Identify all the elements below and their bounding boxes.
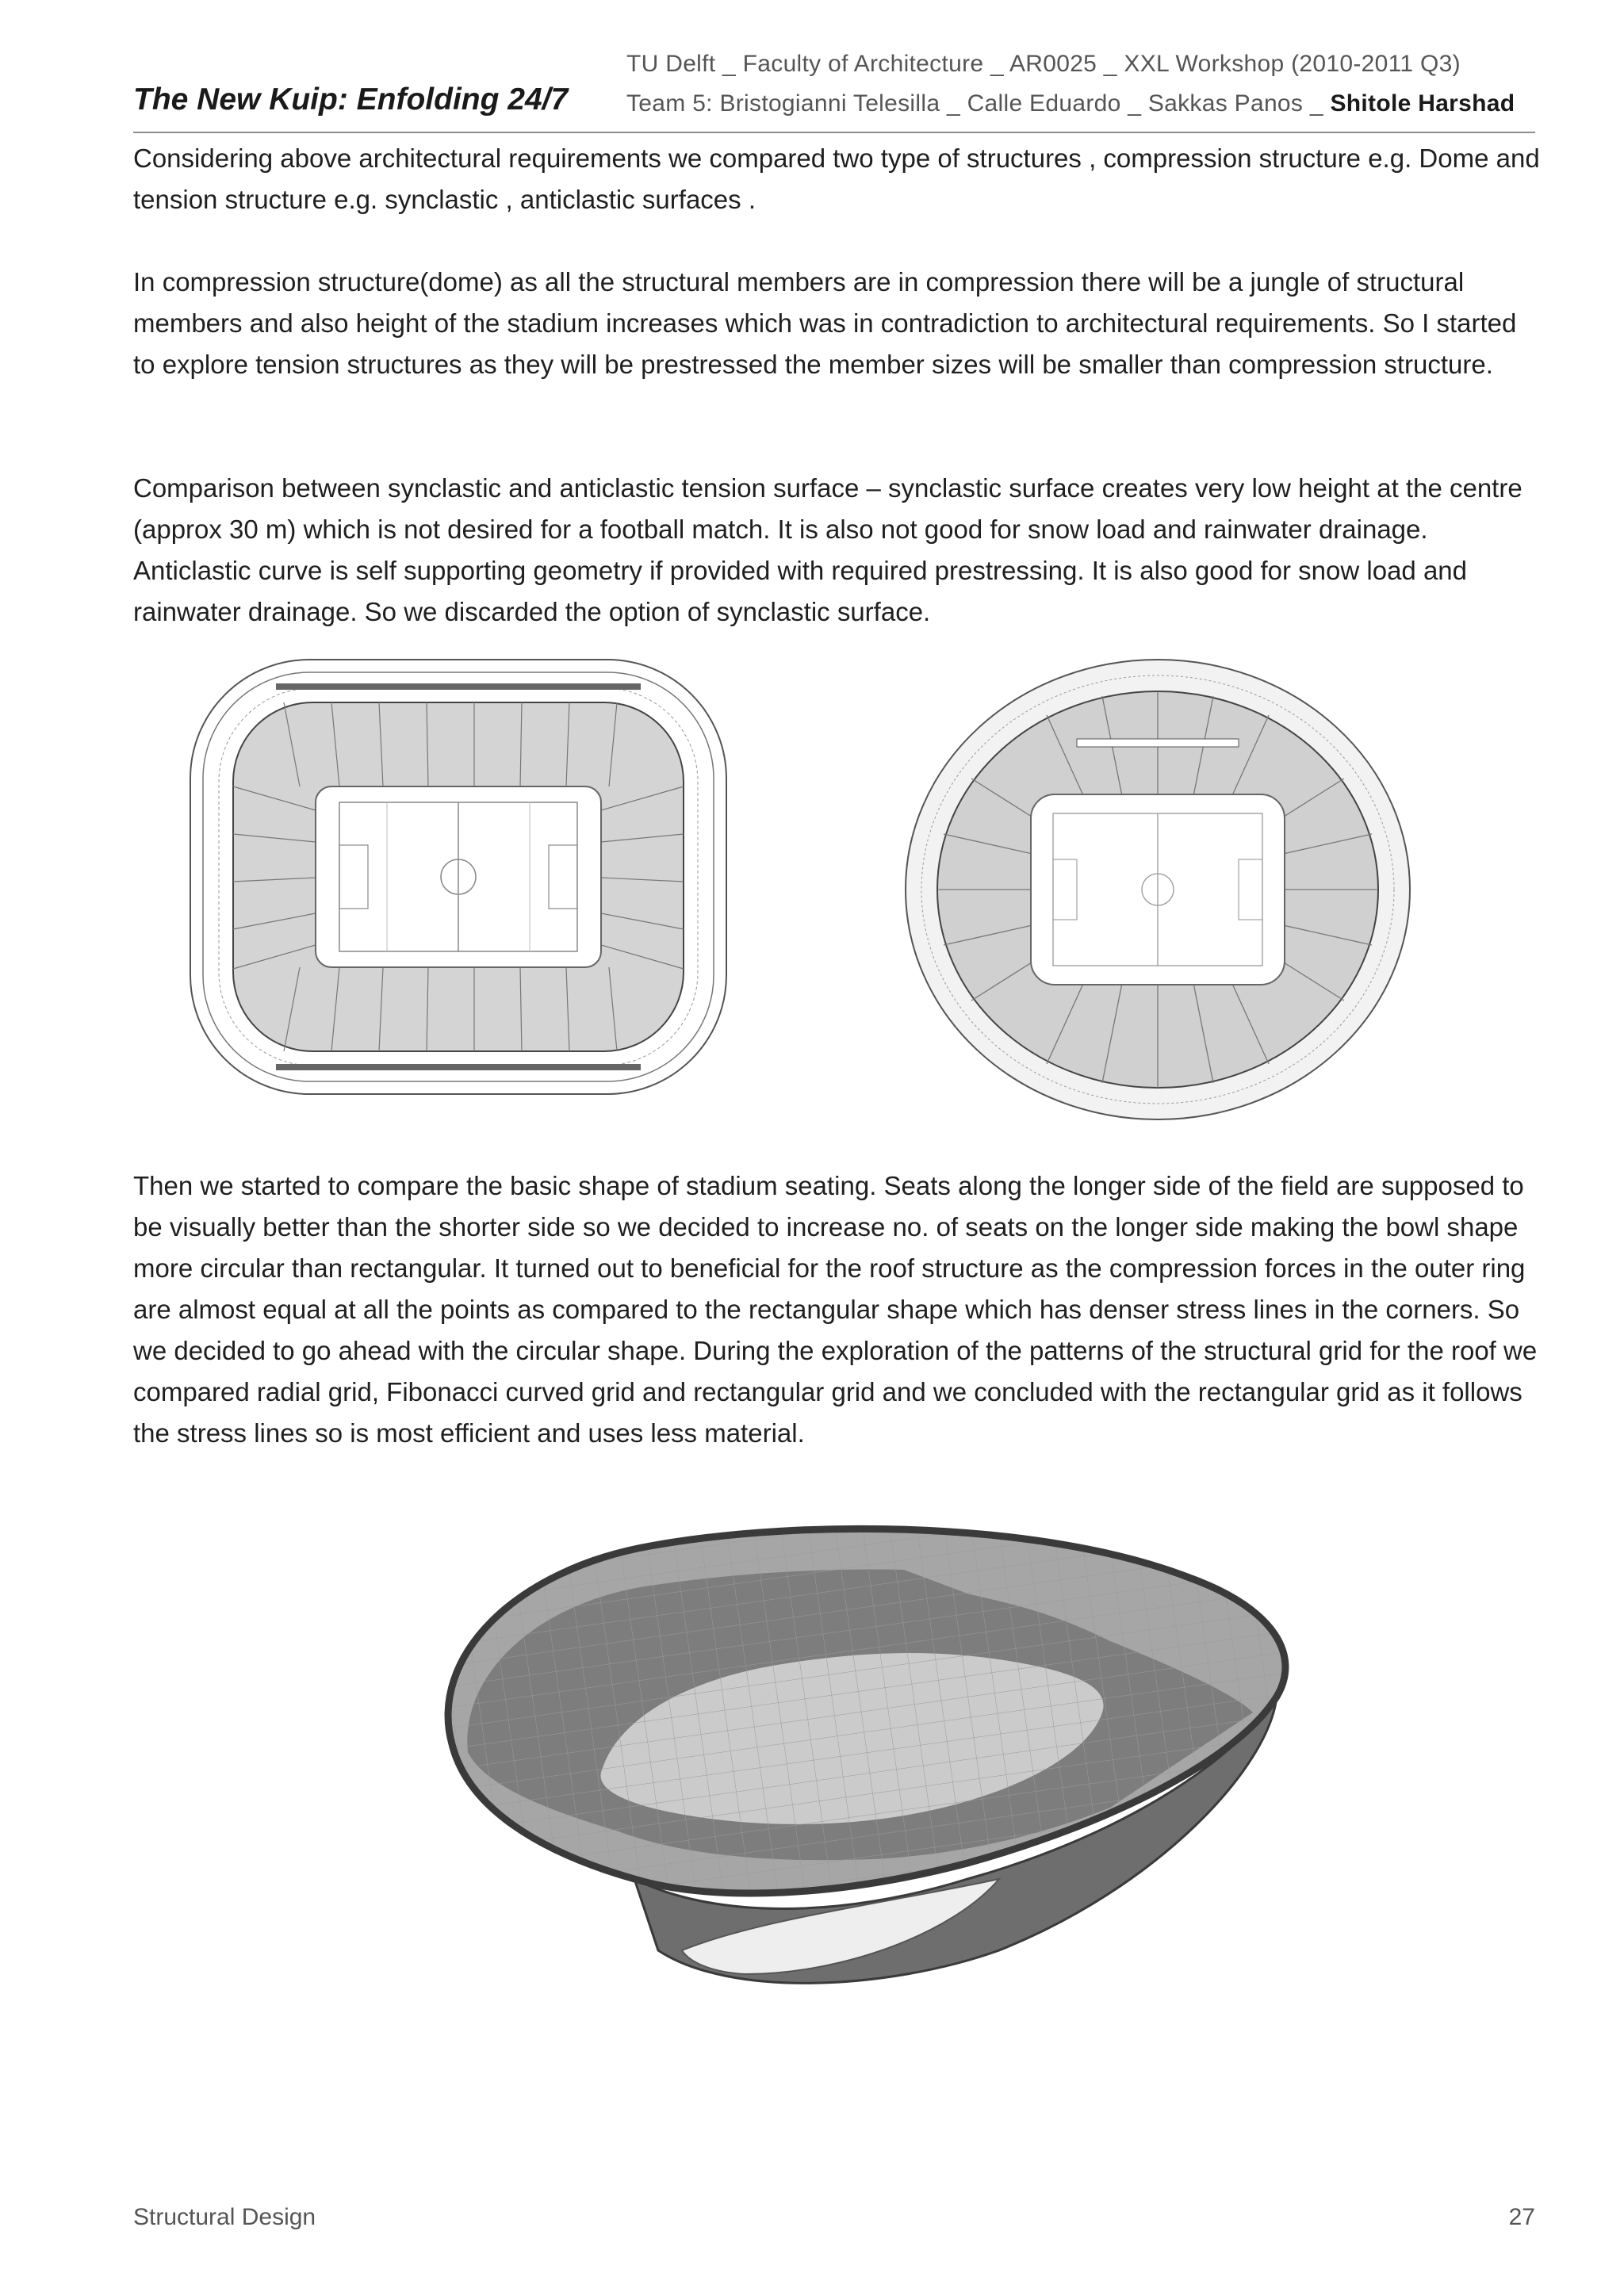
team-members: Team 5: Bristogianni Telesilla _ Calle Eduardo _ Sakkas Panos _ xyxy=(626,90,1331,117)
footer-section: Structural Design xyxy=(133,2204,316,2230)
page-number: 27 xyxy=(1508,2204,1535,2230)
circular-stadium-plan xyxy=(896,652,1419,1127)
rectangular-stadium-plan xyxy=(181,652,736,1102)
author-name: Shitole Harshad xyxy=(1330,90,1515,117)
roof-grid-model xyxy=(396,1506,1332,2030)
paragraph-seating-shape: Then we started to compare the basic shape of stadium seating. Seats along the longer side of the field are supposed to be visually better than the shorter side so we decided to increase no. of seats on the longer side making the bowl shape more circular than rectangular. It turned out to beneficial for the roof structure as the compression forces in the outer ring are almost equal at all the points as compared to the rectangular shape which has denser stress lines in the corners. So we decided to go ahead with the circular shape. During the exploration of the patterns of the structural grid for the roof we compared radial grid, Fibonacci curved grid and rectangular grid and we concluded with the rectangular grid as it follows the stress lines so is most efficient and uses less material. xyxy=(133,1171,1538,1448)
course-line: TU Delft _ Faculty of Architecture _ AR0025 _ XXL Workshop (2010-2011 Q3) xyxy=(626,51,1461,77)
team-line xyxy=(626,90,1515,117)
paragraph-compression: In compression structure(dome) as all the structural members are in compression there will be a jungle of structural members and also height of the stadium increases which was in contradiction to architectural requirements. So I started to explore tension structures as they will be prestressed the member sizes will be smaller than compression structure. xyxy=(133,267,1517,379)
header-rule xyxy=(133,132,1535,133)
document-title: The New Kuip: Enfolding 24/7 xyxy=(133,82,569,117)
paragraph-structure-types: Considering above architectural requirements we compared two type of structures , compression structure e.g. Dome and tension structure e.g. synclastic , anticlastic surfaces . xyxy=(133,144,1540,214)
paragraph-tension-comparison: Comparison between synclastic and anticlastic tension surface – synclastic surface creates very low height at the centre (approx 30 m) which is not desired for a football match. It is also not good for snow load and rainwater drainage. Anticlastic curve is self supporting geometry if provided with required prestressing. It is also good for snow load and rainwater drainage. So we discarded the option of synclastic surface. xyxy=(133,473,1522,626)
